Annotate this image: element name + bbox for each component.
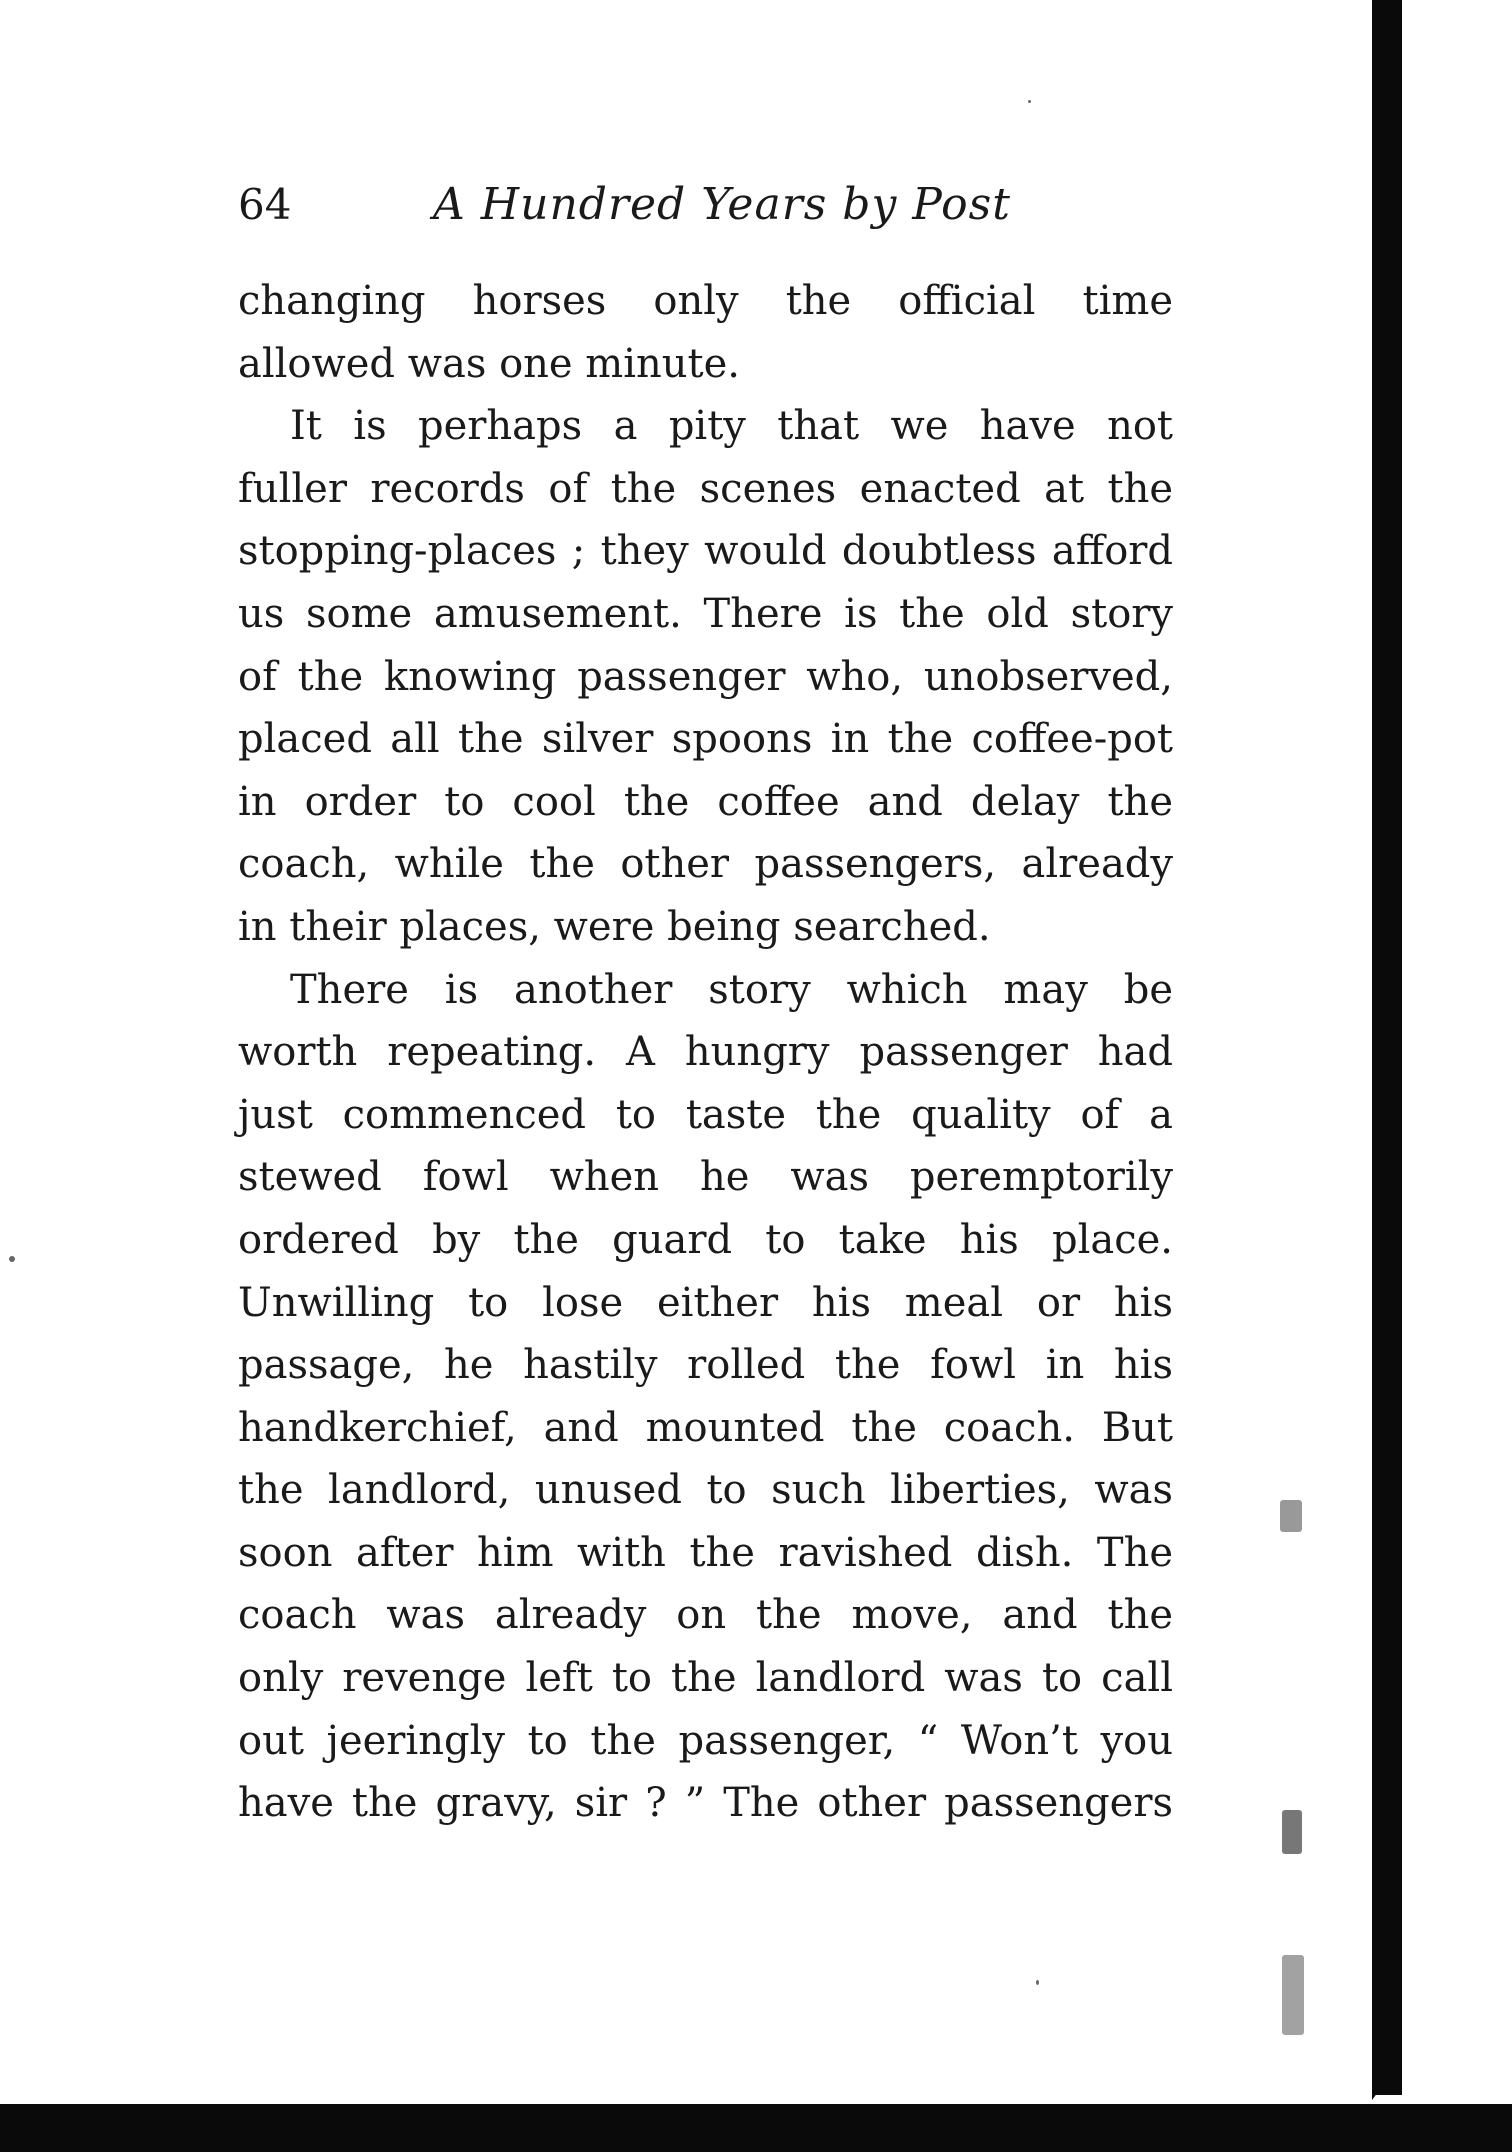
text-line: coach, while the other passengers, already — [238, 841, 1173, 888]
text-line: us some amusement. There is the old story — [238, 590, 1173, 637]
text-line: have the gravy, sir ? ” The other passengers — [238, 1780, 1173, 1827]
scan-smudge — [1280, 1500, 1302, 1532]
page-header — [238, 170, 1178, 240]
text-line: It is perhaps a pity that we have not — [290, 403, 1173, 450]
text-line: allowed was one minute. — [238, 340, 741, 387]
text-line: soon after him with the ravished dish. The — [238, 1529, 1173, 1576]
text-line: stewed fowl when he was peremptorily — [238, 1154, 1173, 1201]
text-line: only revenge left to the landlord was to call — [238, 1655, 1173, 1702]
text-line: out jeeringly to the passenger, “ Won’t you — [238, 1717, 1173, 1764]
text-line: ordered by the guard to take his place. — [238, 1216, 1173, 1263]
text-line: in their places, were being searched. — [238, 903, 991, 950]
text-line: in order to cool the coffee and delay the — [238, 778, 1173, 825]
text-line: fuller records of the scenes enacted at the — [238, 465, 1173, 512]
scan-right-edge-shadow — [1372, 0, 1402, 2095]
scan-right-edge-tip — [1372, 2060, 1402, 2100]
dust-speck — [1036, 1980, 1039, 1985]
text-line: passage, he hastily rolled the fowl in his — [238, 1342, 1173, 1389]
page-number: 64 — [238, 180, 292, 229]
text-line: placed all the silver spoons in the coffee-pot — [238, 716, 1173, 763]
dust-speck — [9, 1256, 15, 1262]
scan-smudge — [1282, 1955, 1304, 2035]
text-line: worth repeating. A hungry passenger had — [238, 1029, 1173, 1076]
text-line: stopping-places ; they would doubtless afford — [238, 528, 1173, 575]
body-text — [238, 270, 1173, 1835]
text-line: handkerchief, and mounted the coach. But — [238, 1404, 1173, 1451]
text-line: of the knowing passenger who, unobserved, — [238, 653, 1173, 700]
text-line: just commenced to taste the quality of a — [238, 1091, 1173, 1138]
text-line: the landlord, unused to such liberties, was — [238, 1467, 1173, 1514]
scan-smudge — [1282, 1810, 1302, 1854]
dust-speck — [1028, 100, 1031, 103]
running-title: A Hundred Years by Post — [433, 179, 1011, 230]
scan-bottom-edge-shadow — [0, 2104, 1512, 2152]
text-line: coach was already on the move, and the — [238, 1592, 1173, 1639]
text-line: There is another story which may be — [290, 966, 1173, 1013]
text-line: changing horses only the official time — [238, 278, 1173, 324]
text-line: Unwilling to lose either his meal or his — [238, 1279, 1173, 1326]
